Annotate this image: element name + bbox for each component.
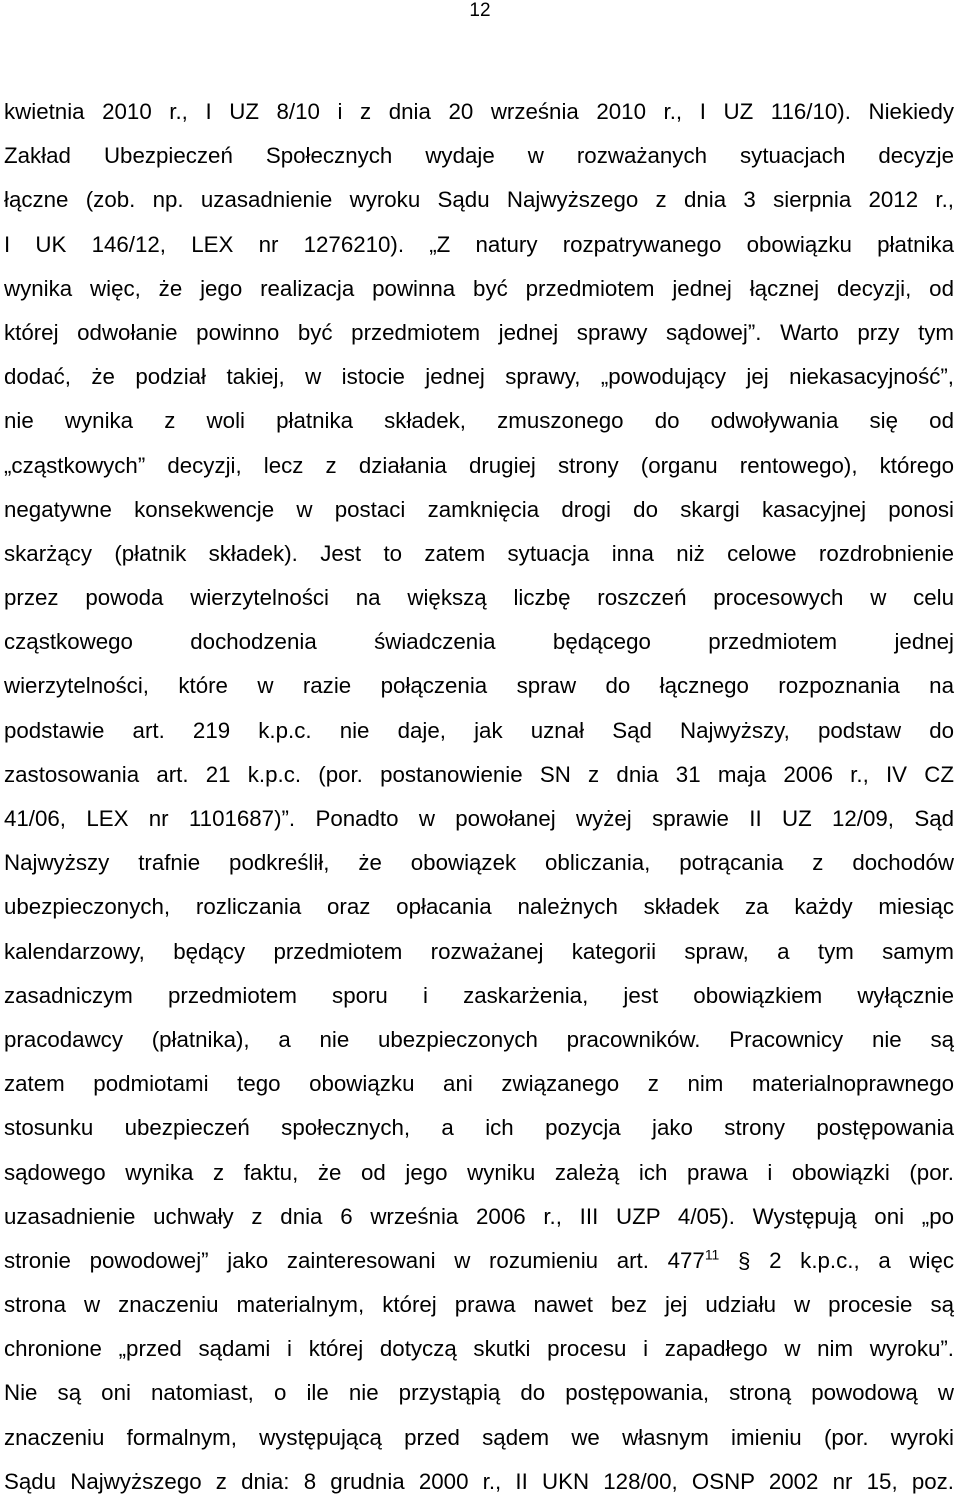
text-line: znaczeniu formalnym, występującą przed sądem we własnym imieniu (por. wyroki — [4, 1424, 954, 1450]
text-line: której odwołanie powinno być przedmiotem jednej sprawy sądowej”. Warto przy tym — [4, 319, 954, 345]
text-line: strona w znaczeniu materialnym, której prawa nawet bez jej udziału w procesie są — [4, 1292, 954, 1318]
text-line: zastosowania art. 21 k.p.c. (por. postanowienie SN z dnia 31 maja 2006 r., IV CZ — [4, 761, 954, 787]
text-line: pracodawcy (płatnika), a nie ubezpieczonych pracowników. Pracownicy nie są — [4, 1026, 954, 1052]
text-line — [4, 1239, 954, 1283]
text-line: I UK 146/12, LEX nr 1276210). „Z natury rozpatrywanego obowiązku płatnika — [4, 231, 954, 257]
text-line: łączne (zob. np. uzasadnienie wyroku Sądu Najwyższego z dnia 3 sierpnia 2012 r., — [4, 187, 954, 213]
text-line: sądowego wynika z faktu, że od jego wyniku zależą ich prawa i obowiązki (por. — [4, 1159, 954, 1185]
text-line: nie wynika z woli płatnika składek, zmuszonego do odwoływania się od — [4, 408, 954, 434]
text-line: skarżący (płatnik składek). Jest to zatem sytuacja inna niż celowe rozdrobnienie — [4, 540, 954, 566]
text-line: przez powoda wierzytelności na większą liczbę roszczeń procesowych w celu — [4, 585, 954, 611]
text-line: chronione „przed sądami i której dotyczą skutki procesu i zapadłego w nim wyroku”. — [4, 1336, 954, 1362]
text-line: 41/06, LEX nr 1101687)”. Ponadto w powołanej wyżej sprawie II UZ 12/09, Sąd — [4, 806, 954, 831]
text-line: wynika więc, że jego realizacja powinna być przedmiotem jednej łącznej decyzji, od — [4, 275, 954, 301]
text-line: negatywne konsekwencje w postaci zamknięcia drogi do skargi kasacyjnej ponosi — [4, 496, 954, 522]
text-line: podstawie art. 219 k.p.c. nie daje, jak uznał Sąd Najwyższy, podstaw do — [4, 717, 954, 743]
text-line: kwietnia 2010 r., I UZ 8/10 i z dnia 20 września 2010 r., I UZ 116/10). Niekiedy — [4, 99, 954, 124]
text-line: „cząstkowych” decyzji, lecz z działania drugiej strony (organu rentowego), którego — [4, 452, 954, 478]
text-line: Najwyższy trafnie podkreślił, że obowiązek obliczania, potrącania z dochodów — [4, 850, 954, 876]
text-line: dodać, że podział takiej, w istocie jednej sprawy, „powodujący jej niekasacyjność”, — [4, 364, 954, 390]
text-line: Nie są oni natomiast, o ile nie przystąpią do postępowania, stroną powodową w — [4, 1380, 954, 1406]
text-line: zatem podmiotami tego obowiązku ani związanego z nim materialnoprawnego — [4, 1071, 954, 1097]
text-line: wierzytelności, które w razie połączenia spraw do łącznego rozpoznania na — [4, 673, 954, 699]
text-line: uzasadnienie uchwały z dnia 6 września 2006 r., III UZP 4/05). Występują oni „po — [4, 1203, 954, 1229]
text-line: Sądu Najwyższego z dnia: 8 grudnia 2000 r., II UKN 128/00, OSNP 2002 nr 15, poz. — [4, 1468, 954, 1494]
text-line: cząstkowego dochodzenia świadczenia będącego przedmiotem jednej — [4, 629, 954, 655]
text-line: kalendarzowy, będący przedmiotem rozważanej kategorii spraw, a tym samym — [4, 938, 954, 964]
page-number: 12 — [469, 0, 491, 21]
text-line: ubezpieczonych, rozliczania oraz opłacania należnych składek za każdy miesiąc — [4, 894, 954, 920]
text-line: Zakład Ubezpieczeń Społecznych wydaje w rozważanych sytuacjach decyzje — [4, 143, 954, 169]
text-segment: stronie powodowej” jako zainteresowani w rozumieniu art. 477 — [4, 1247, 705, 1273]
text-line: stosunku ubezpieczeń społecznych, a ich pozycja jako strony postępowania — [4, 1115, 954, 1141]
text-line: zasadniczym przedmiotem sporu i zaskarżenia, jest obowiązkiem wyłącznie — [4, 982, 954, 1008]
document-body — [4, 90, 954, 1504]
superscript: 11 — [704, 1246, 720, 1263]
text-segment: § 2 k.p.c., a więc — [719, 1247, 954, 1273]
